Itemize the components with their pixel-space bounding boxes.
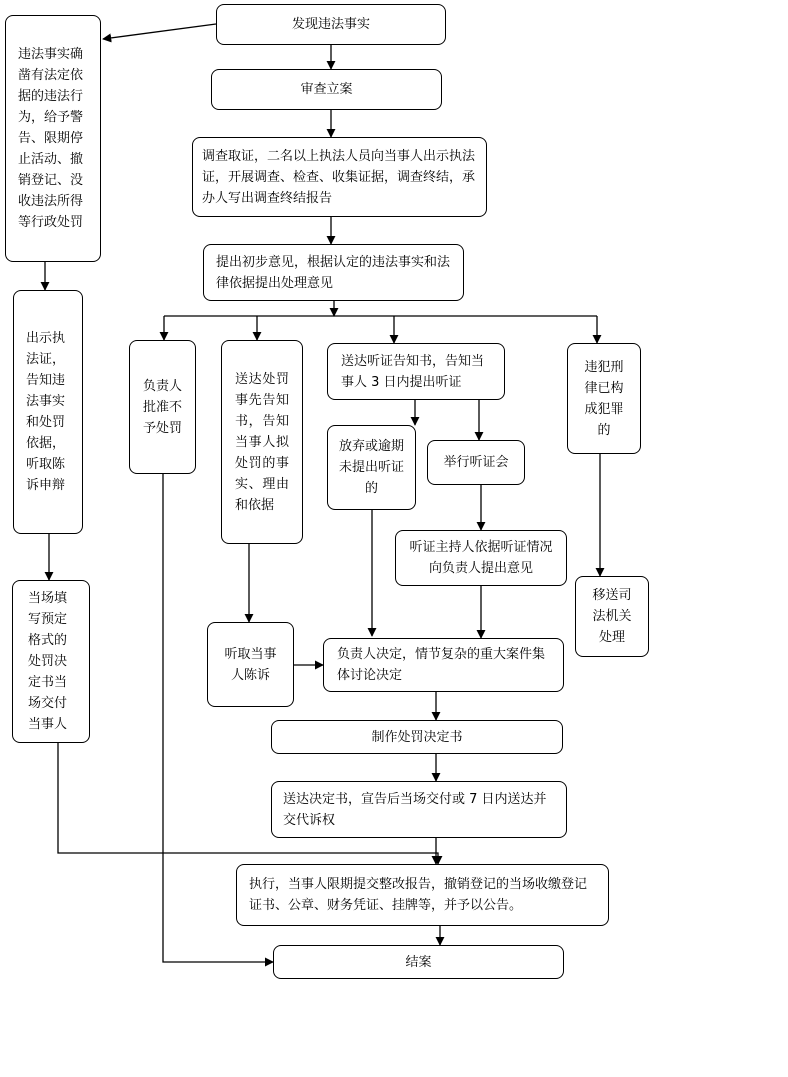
node-register (211, 69, 442, 110)
node-show-certificate (13, 290, 83, 534)
node-hearing-notice (327, 343, 505, 400)
node-hearing-opinion-text: 听证主持人依据听证情况向负责人提出意见 (409, 540, 553, 576)
node-deliver-decision-text: 送达决定书，宣告后当场交付或 7 日内送达并交代诉权 (283, 791, 547, 828)
node-hear-statement (207, 622, 294, 707)
node-not-approved-text: 负责人批准不予处罚 (143, 378, 183, 436)
node-hear-statement-text: 听取当事人陈诉 (224, 646, 277, 683)
node-hold-hearing (427, 440, 525, 485)
node-decide-text: 负责人决定，情节复杂的重大案件集体讨论决定 (337, 647, 546, 683)
node-hearing-opinion (395, 530, 567, 586)
node-transfer-text: 移送司法机关处理 (592, 588, 632, 645)
node-onsite-decision (12, 580, 90, 743)
node-summary-penalty (5, 15, 101, 262)
node-waive-hearing (327, 425, 416, 510)
node-discover (216, 4, 446, 45)
arrow-discover-to-summary (103, 24, 216, 39)
node-hold-hearing-text: 举行听证会 (443, 455, 509, 470)
node-make-decision (271, 720, 563, 754)
node-hearing-notice-text: 送达听证告知书，告知当事人 3 日内提出听证 (341, 353, 485, 390)
node-preliminary-text: 提出初步意见，根据认定的违法事实和法律依据提出处理意见 (216, 254, 451, 291)
node-deliver-decision (271, 781, 567, 838)
node-transfer (575, 576, 649, 657)
node-investigate-text: 调查取证，二名以上执法人员向当事人出示执法证，开展调查、检查、收集证据，调查终结，承办人写出调查终结报告 (202, 148, 476, 206)
node-close-case-text: 结案 (405, 954, 432, 970)
node-prior-notice (221, 340, 303, 544)
node-prior-notice-text: 送达处罚事先告知书，告知当事人拟处罚的事实、理由和依据 (235, 371, 289, 513)
node-discover-text: 发现违法事实 (291, 17, 370, 32)
node-summary-penalty-text: 违法事实确凿有法定依据的违法行为，给予警告、限期停止活动、撤销登记、没收违法所得等行政处罚 (18, 47, 84, 230)
node-preliminary (203, 244, 464, 301)
node-decide (323, 638, 564, 692)
node-show-certificate-text: 出示执法证，告知违法事实和处罚依据，听取陈诉申辩 (26, 331, 66, 493)
node-crime-text: 违犯刑律已构成犯罪的 (584, 359, 624, 438)
node-execute-text: 执行，当事人限期提交整改报告，撤销登记的当场收缴登记证书、公章、财务凭证、挂牌等，并予以公告。 (249, 877, 588, 913)
node-not-approved (129, 340, 196, 474)
node-close-case (273, 945, 564, 979)
node-crime (567, 343, 641, 454)
node-waive-hearing-text: 放弃或逾期未提出听证的 (338, 439, 404, 496)
node-onsite-decision-text: 当场填写预定格式的处罚决定书当场交付当事人 (28, 591, 68, 732)
node-make-decision-text: 制作处罚决定书 (371, 729, 463, 745)
node-execute (236, 864, 609, 926)
node-register-text: 审查立案 (300, 82, 353, 97)
node-investigate (192, 137, 487, 217)
